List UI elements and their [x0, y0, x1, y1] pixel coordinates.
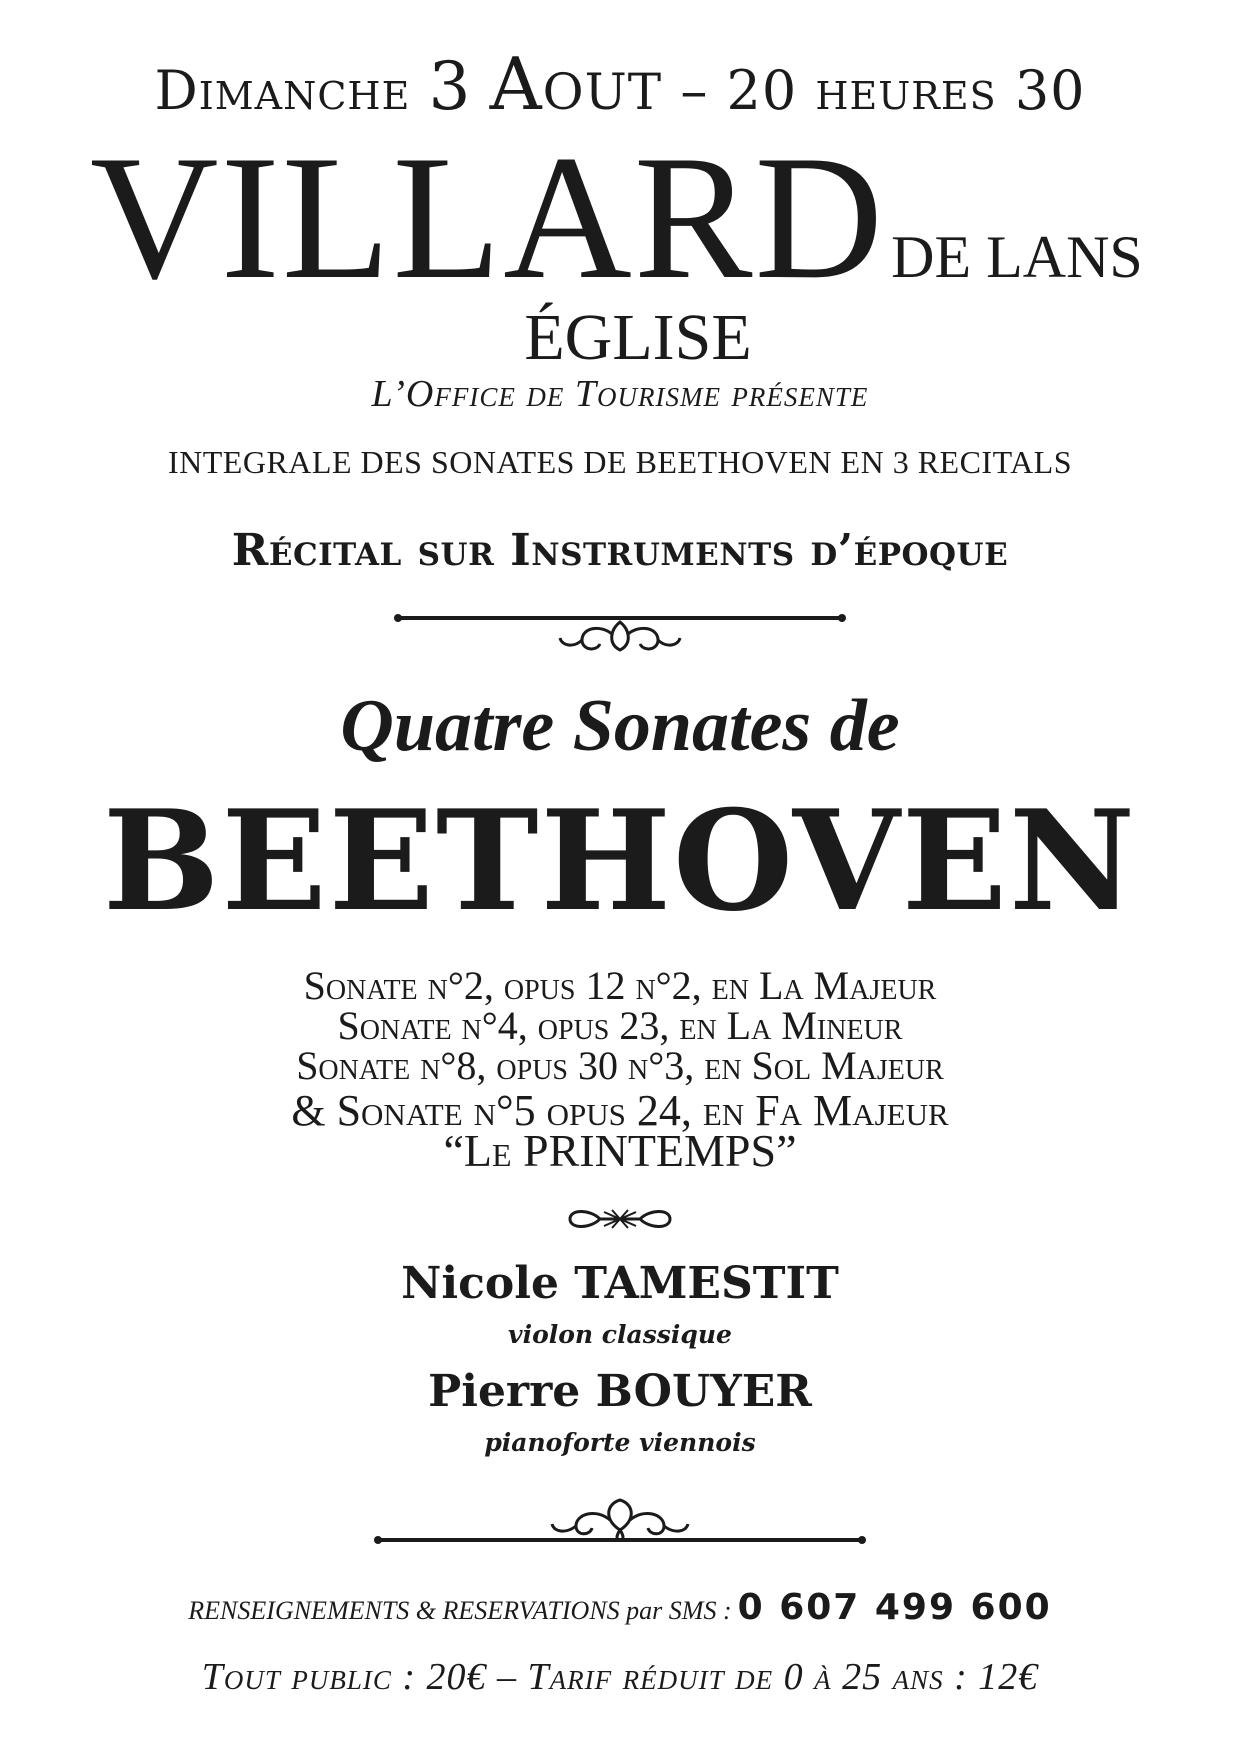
divider-ornament-top	[0, 600, 1240, 660]
presenter-line: L’Office de Tourisme présente	[371, 373, 869, 415]
reservation-label: RENSEIGNEMENTS & RESERVATIONS par SMS :	[188, 1596, 732, 1625]
knot-ornament-icon	[560, 1204, 680, 1234]
sonata-line: Sonate n°8, opus 30 n°3, en Sol Majeur	[296, 1043, 944, 1088]
composer-name: BEETHOVEN	[102, 779, 1138, 942]
performer-instrument: pianoforte viennois	[484, 1428, 756, 1457]
event-date	[0, 42, 1240, 126]
town-title	[90, 118, 1190, 316]
divider-ornament-bottom	[0, 1492, 1240, 1554]
performer-name: Nicole TAMESTIT	[401, 1258, 839, 1309]
event-date-number: 3	[428, 48, 472, 125]
recital-type: Récital sur Instruments d’époque	[231, 525, 1009, 576]
performer-instrument: violon classique	[508, 1320, 732, 1349]
flourish-ornament-icon	[390, 600, 850, 660]
event-month: Aout	[489, 42, 663, 126]
sonata-line: & Sonate n°5 opus 24, en Fa Majeur	[291, 1086, 949, 1135]
sonata-subtitle: “Le PRINTEMPS”	[443, 1125, 797, 1176]
phone-number: 0 607 499 600	[737, 1587, 1052, 1628]
flourish-ornament-icon	[370, 1492, 870, 1554]
sonata-line: Sonate n°4, opus 23, en La Mineur	[337, 1003, 903, 1048]
performer-name: Pierre BOUYER	[428, 1366, 812, 1417]
price-line: Tout public : 20€ – Tarif réduit de 0 à 25 ans : 12€	[201, 1656, 1039, 1698]
program-headline: Quatre Sonates de	[340, 685, 900, 767]
sonata-line: Sonate n°2, opus 12 n°2, en La Majeur	[303, 963, 937, 1008]
series-line: INTEGRALE DES SONATES DE BEETHOVEN EN 3 RECITALS	[167, 444, 1073, 480]
reservation-line	[0, 1587, 1240, 1628]
town-suffix: DE LANS	[891, 224, 1143, 290]
town-name: VILLARD	[90, 118, 886, 316]
event-day: Dimanche	[154, 59, 411, 122]
event-time: – 20 heures 30	[680, 59, 1086, 122]
venue-place: ÉGLISE	[524, 301, 752, 374]
divider-ornament-middle	[0, 1204, 1240, 1234]
